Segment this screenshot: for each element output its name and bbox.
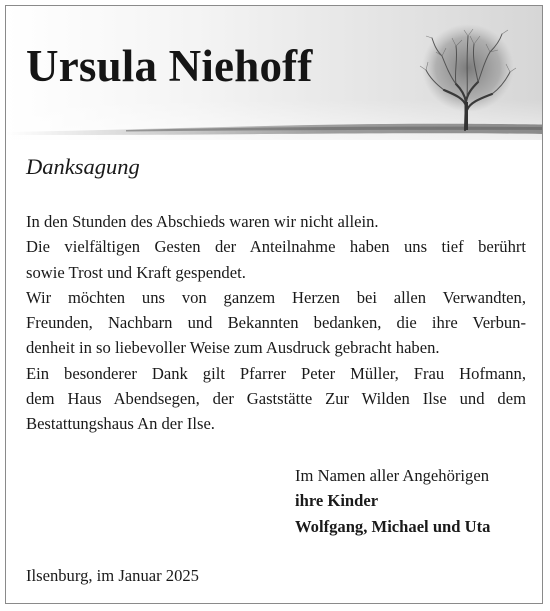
thank-you-message	[26, 209, 526, 437]
signature-intro: Im Namen aller Angehörigen	[295, 466, 489, 485]
signature-relation: ihre Kinder	[295, 491, 379, 511]
message-line: sowie Trost und Kraft gespendet.	[26, 262, 246, 282]
header-banner	[6, 6, 542, 140]
message-line: Ein besonderer Dank gilt Pfarrer Peter Müller, Frau Hofmann,	[26, 363, 526, 383]
deceased-name: Ursula Niehoff	[26, 41, 313, 91]
message-line: denheit in so liebevoller Weise zum Ausdruck gebracht haben.	[26, 338, 440, 358]
signature-block	[295, 463, 490, 539]
notice-heading: Danksagung	[26, 154, 140, 179]
message-line: Freunden, Nachbarn und Bekannten bedanken, die ihre Verbun-	[26, 313, 526, 333]
message-line: Die vielfältigen Gesten der Anteilnahme haben uns tief berührt	[26, 237, 526, 257]
place-and-date: Ilsenburg, im Januar 2025	[26, 566, 199, 585]
message-line: dem Haus Abendsegen, der Gaststätte Zur Wilden Ilse und dem	[26, 389, 526, 409]
message-line: Wir möchten uns von ganzem Herzen bei allen Verwandten,	[26, 287, 526, 307]
obituary-card	[5, 5, 543, 604]
message-line: In den Stunden des Abschieds waren wir nicht allein.	[26, 212, 379, 231]
signature-names: Wolfgang, Michael und Uta	[295, 516, 491, 536]
message-line: Bestattungshaus An der Ilse.	[26, 414, 215, 434]
